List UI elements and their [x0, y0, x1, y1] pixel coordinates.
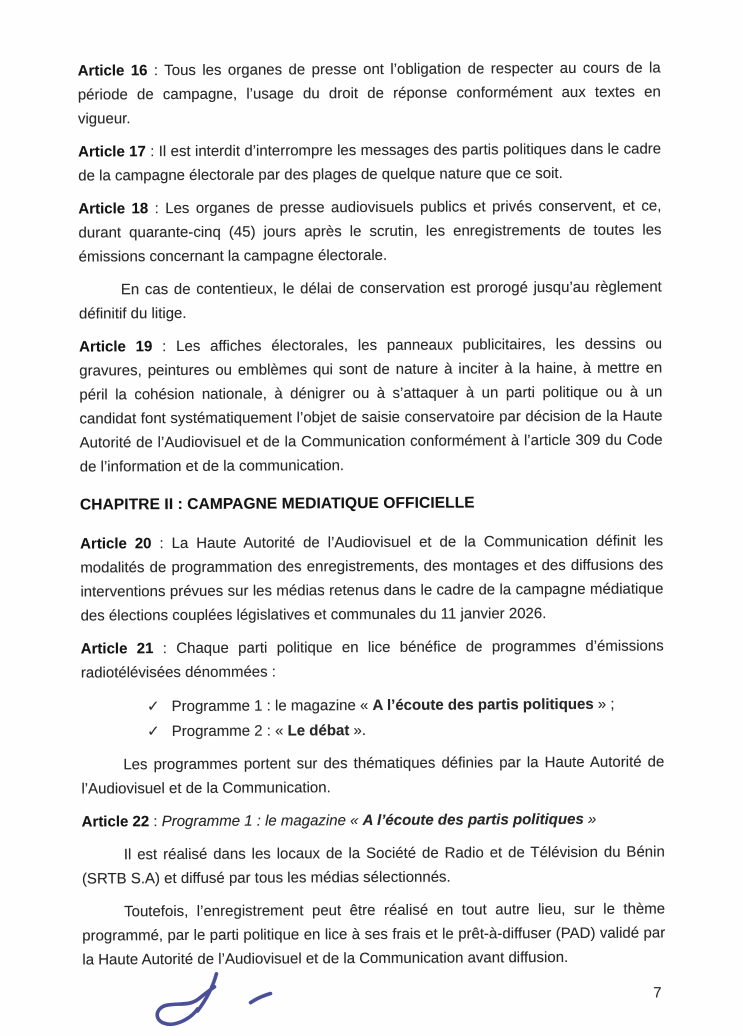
text-run: Programme 2 : «: [171, 722, 288, 741]
article-label: Article 22: [81, 813, 150, 831]
text-run: : La Haute Autorité de l’Audiovisuel et de la Communication définit les modalités de programmation des enregistrements, des montages et des diffusions des interventions prévues sur les médias retenus dans le cadre de la campagne médiatique des élections couplées législatives et communales du 11 janvier 2026.: [80, 532, 664, 625]
handwritten-initial: [144, 971, 294, 1030]
text-run: : Il est interdit d’interrompre les messages des partis politiques dans le cadre de la campagne électorale par des plages de quelque nature que ce soit.: [78, 140, 662, 185]
text-run: » ;: [593, 695, 615, 713]
checkmark-icon: ✓: [146, 697, 160, 716]
article-20-paragraph: [80, 529, 663, 628]
checklist-item-text: [172, 722, 366, 740]
article-label: Article 16: [77, 62, 148, 80]
programme-checklist: [81, 691, 664, 744]
article-22-paragraph-2: [82, 897, 665, 972]
text-run: : Tous les organes de presse ont l’obligation de respecter au cours de la période de campagne, l’usage du droit de réponse conformément aux textes en vigueur.: [77, 59, 661, 128]
article-18-paragraph: [78, 194, 661, 269]
text-run: En cas de contentieux, le délai de conservation est prorogé jusqu’au règlement définitif du litige.: [78, 278, 662, 323]
article-22-heading: [82, 807, 665, 834]
text-run: A l’écoute des partis politiques: [372, 695, 594, 714]
article-label: Article 20: [80, 535, 152, 553]
programme-2-item: [81, 716, 664, 744]
page-number: 7: [653, 984, 662, 1002]
handwritten-initial-icon: [144, 971, 294, 1030]
text-run: :: [149, 813, 162, 831]
text-run: A l’écoute des partis politiques: [362, 810, 584, 830]
article-19-paragraph: [79, 332, 663, 479]
text-run: ».: [349, 722, 367, 740]
article-22-paragraph-1: [82, 840, 665, 891]
article-label: Article 17: [78, 143, 146, 161]
page-footer: [82, 969, 665, 1030]
article-label: Article 18: [78, 200, 149, 218]
text-run: Programme 1 : le magazine «: [171, 696, 373, 716]
text-run: Le débat: [287, 722, 350, 740]
text-run: : Les affiches électorales, les panneaux publicitaires, les dessins ou gravures, peintures ou emblèmes qui sont de nature à inciter à la haine, à mettre en péril la cohésion nationale, à dénigrer ou à s’attaquer à un parti politique ou à un candidat font systématiquement l’objet de saisie conservatoire par décision de la Haute Autorité de l’Audiovisuel et de la Communication conformément à l’article 309 du Code de l’information et de la communication.: [79, 335, 663, 476]
programme-1-item: [81, 691, 664, 719]
document-body: [78, 56, 666, 972]
article-16-paragraph: [78, 56, 661, 131]
text-run: Toutefois, l’enregistrement peut être réalisé en tout autre lieu, sur le thème programmé, par le parti politique en lice à ses frais et le prêt-à-diffuser (PAD) validé par la Haute Autorité de l’Audiovisuel et de la Communication avant diffusion.: [82, 900, 666, 969]
text-run: Les programmes portent sur des thématiques définies par la Haute Autorité de l’Audiovisuel et de la Communication.: [81, 753, 665, 798]
text-run: Il est réalisé dans les locaux de la Société de Radio et de Télévision du Bénin (SRTB S.A) et diffusé par tous les médias sélectionnés.: [81, 843, 665, 888]
text-run: : Chaque parti politique en lice bénéfice de programmes d’émissions radiotélévisées dénommées :: [80, 637, 664, 682]
article-label: Article 19: [79, 338, 153, 356]
checklist-item-text: [172, 696, 615, 715]
article-label: Article 21: [80, 640, 154, 658]
text-run: Programme 1 : le magazine «: [161, 812, 363, 831]
article-18-continuation: [79, 275, 662, 326]
text-run: : Les organes de presse audiovisuels publics et privés conservent, et ce, durant quarante-cinq (45) jours après le scrutin, les enregistrements de toutes les émissions concernant la campagne électorale.: [78, 197, 662, 266]
chapter-2-heading: CHAPITRE II : CAMPAGNE MEDIATIQUE OFFICIELLE: [79, 494, 475, 514]
article-21-continuation: [81, 750, 664, 801]
checkmark-icon: ✓: [147, 722, 160, 741]
article-21-paragraph: [81, 634, 664, 685]
article-17-paragraph: [78, 137, 661, 188]
text-run: »: [583, 810, 597, 828]
